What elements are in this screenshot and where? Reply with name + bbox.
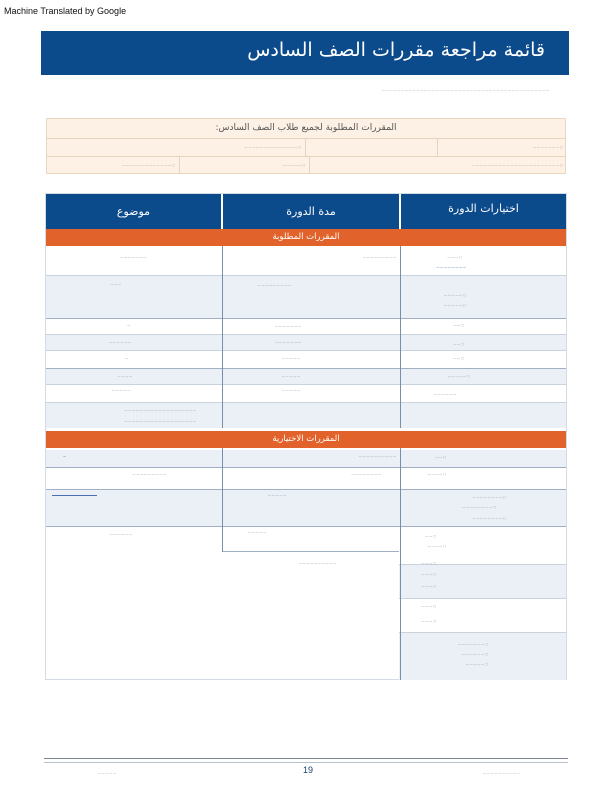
- row-divider: [46, 384, 566, 385]
- cell-choice: □ ـــ ـــ ـــ ـــ ـــ: [443, 293, 466, 297]
- summary-divider: [47, 138, 565, 139]
- row-divider: [46, 368, 566, 369]
- cell-choice: □ ـــ ـــ ـــ: [421, 584, 436, 588]
- machine-translated-label: Machine Translated by Google: [4, 6, 127, 16]
- section-elective: المقررات الاختيارية: [46, 431, 566, 448]
- row-divider: [399, 598, 566, 599]
- cell-choice: □ ـــ ـــ ـــ ـــ ـــ: [443, 303, 466, 307]
- row-shade: [46, 450, 566, 467]
- cell-choice: □ ـــ ـــ: [453, 342, 464, 346]
- cell-choice: □ ـــ ـــ ـــ ـــ ـــ ـــ ـــ ـــ: [472, 516, 506, 520]
- cell-choice: □ ـــ ـــ ـــ ـــ: [427, 544, 446, 548]
- cell-choice: □ ـــ ـــ: [453, 323, 464, 327]
- footer-rule: [44, 758, 568, 759]
- cell-duration: ـــ ـــ ـــ ـــ ـــ: [247, 530, 266, 534]
- cell-choice: □ ـــ ـــ: [425, 534, 436, 538]
- summary-divider: [305, 138, 306, 156]
- cell-duration: ـــ ـــ ـــ ـــ ـــ ـــ ـــ ـــ ـــ: [362, 255, 396, 259]
- cell-duration: ـــ ـــ ـــ ـــ ـــ: [281, 356, 300, 360]
- footer-right-text: ـــ ـــ ـــ ـــ ـــ ـــ ـــ ـــ ـــ ـــ: [483, 771, 521, 775]
- cell-choice: □ ـــ ـــ ـــ ـــ ـــ: [465, 662, 488, 666]
- summary-item: □ ـــ ـــ ـــ ـــ ـــ ـــ ـــ: [533, 145, 563, 149]
- column-divider: [400, 448, 401, 680]
- header-duration: مدة الدورة: [286, 205, 336, 218]
- link-underline: [52, 495, 97, 496]
- cell-subject: ـــ ـــ ـــ ـــ ـــ ـــ: [109, 340, 131, 344]
- summary-divider: [437, 138, 438, 156]
- cell-duration: ـــ ـــ ـــ ـــ ـــ: [281, 374, 300, 378]
- cell-choice: □ ـــ ـــ: [435, 455, 446, 459]
- cell-choice: □ ـــ ـــ ـــ ـــ ـــ ـــ ـــ ـــ: [462, 505, 496, 509]
- row-divider: [46, 526, 566, 527]
- summary-divider: [179, 156, 180, 174]
- cell-subject: ـــ ـــ ـــ ـــ ـــ ـــ ـــ: [120, 255, 146, 259]
- cell-subject: ـــ: [127, 323, 130, 327]
- cell-subject: ـــ ـــ ـــ ـــ ـــ ـــ ـــ ـــ ـــ ـــ ـــ ـــ ـــ ـــ ـــ ـــ ـــ ـــ ـــ: [124, 419, 196, 423]
- row-divider: [46, 350, 566, 351]
- row-shade: [399, 632, 566, 680]
- row-divider: [46, 402, 566, 403]
- cell-duration: ـــ ـــ ـــ ـــ ـــ ـــ ـــ ـــ: [351, 472, 381, 476]
- cell-choice: □ ـــ ـــ ـــ ـــ ـــ ـــ ـــ: [458, 642, 488, 646]
- cell-subject: ـــ: [63, 454, 66, 458]
- row-divider: [46, 318, 566, 319]
- row-shade: [46, 402, 566, 428]
- cell-choice: □ ـــ ـــ: [453, 356, 464, 360]
- row-shade: [46, 275, 566, 318]
- cell-subject: ـــ ـــ ـــ ـــ ـــ ـــ: [110, 532, 132, 536]
- summary-item: □ ـــ ـــ ـــ ـــ ـــ ـــ ـــ ـــ ـــ ـــ ـــ ـــ ـــ ـــ ـــ ـــ ـــ ـــ ـــ ـــ ـــ ـــ ـــ: [472, 163, 563, 167]
- page-number: 19: [302, 765, 313, 775]
- intro-text: ـــ ـــ ـــ ـــ ـــ ـــ ـــ ـــ ـــ ـــ ـــ ـــ ـــ ـــ ـــ ـــ ـــ ـــ ـــ ـــ ـــ ـــ ـــ ـــ ـــ ـــ ـــ ـــ ـــ ـــ ـــ ـــ ـــ ـــ ـــ ـــ ـــ ـــ ـــ ـــ ـــ ـــ ـــ ـــ: [382, 88, 549, 92]
- cell-choice: □ ـــ ـــ ـــ ـــ: [427, 472, 446, 476]
- footer-rule: [44, 762, 568, 763]
- cell-choice: □ ـــ ـــ ـــ: [421, 604, 436, 608]
- row-divider: [46, 467, 566, 468]
- summary-divider: [309, 156, 310, 174]
- cell-choice: ـــ ـــ ـــ ـــ ـــ ـــ: [434, 392, 456, 396]
- cell-duration: ـــ ـــ ـــ ـــ ـــ ـــ ـــ ـــ ـــ ـــ: [358, 454, 396, 458]
- column-divider: [222, 448, 223, 552]
- cell-subject: ـــ ـــ ـــ ـــ: [117, 374, 132, 378]
- row-divider: [223, 551, 399, 552]
- row-divider: [46, 334, 566, 335]
- cell-subject: ـــ ـــ ـــ ـــ ـــ ـــ ـــ ـــ ـــ ـــ ـــ ـــ ـــ ـــ ـــ ـــ ـــ ـــ ـــ: [124, 408, 196, 412]
- cell-duration: ـــ ـــ ـــ ـــ ـــ ـــ ـــ ـــ ـــ: [257, 283, 291, 287]
- cell-subject: ـــ ـــ ـــ: [110, 282, 121, 286]
- table-header: [46, 194, 566, 229]
- cell-duration: ـــ ـــ ـــ ـــ ـــ ـــ ـــ ـــ ـــ ـــ: [298, 561, 336, 565]
- row-divider: [399, 632, 566, 633]
- cell-duration: ـــ ـــ ـــ ـــ ـــ ـــ ـــ: [275, 324, 301, 328]
- header-choices: اختيارات الدورة: [448, 202, 519, 215]
- cell-duration: ـــ ـــ ـــ ـــ ـــ: [281, 388, 300, 392]
- header-subject: موضوع: [116, 205, 151, 218]
- required-summary-box: [46, 118, 566, 174]
- cell-choice: □ ـــ ـــ ـــ ـــ ـــ ـــ ـــ ـــ: [472, 495, 506, 499]
- section-required: المقررات المطلوبة: [46, 229, 566, 246]
- cell-choice: □ ـــ ـــ ـــ: [421, 572, 436, 576]
- summary-title: المقررات المطلوبة لجميع طلاب الصف السادس:: [215, 123, 397, 133]
- row-shade: [399, 564, 566, 598]
- cell-choice: □ ـــ ـــ ـــ ـــ ـــ: [447, 374, 470, 378]
- summary-divider: [47, 156, 565, 157]
- title-banner: [41, 31, 569, 75]
- footer-left-text: ـــ ـــ ـــ ـــ ـــ: [98, 771, 117, 775]
- row-divider: [46, 489, 566, 490]
- summary-item: □ ـــ ـــ ـــ ـــ ـــ: [282, 163, 305, 167]
- cell-subject: ـــ ـــ ـــ ـــ ـــ: [111, 388, 130, 392]
- cell-choice: □ ـــ ـــ ـــ: [421, 561, 436, 565]
- course-table: [45, 193, 567, 680]
- cell-choice: □ ـــ ـــ ـــ ـــ ـــ ـــ: [462, 652, 488, 656]
- row-divider: [46, 275, 566, 276]
- cell-duration: ـــ ـــ ـــ ـــ ـــ ـــ ـــ: [275, 340, 301, 344]
- summary-item: □ ـــ ـــ ـــ ـــ ـــ ـــ ـــ ـــ ـــ ـــ ـــ ـــ ـــ: [122, 163, 175, 167]
- cell-choice: □ ـــ ـــ ـــ: [421, 619, 436, 623]
- cell-choice: ـــ ـــ ـــ ـــ ـــ ـــ ـــ ـــ: [436, 265, 466, 269]
- summary-item: □ ـــ ـــ ـــ ـــ ـــ ـــ ـــ ـــ ـــ ـــ ـــ ـــ ـــ ـــ: [244, 145, 301, 149]
- cell-choice: □ ـــ ـــ ـــ: [447, 255, 462, 259]
- column-divider: [222, 246, 223, 428]
- column-divider: [400, 246, 401, 428]
- page-title: قائمة مراجعة مقررات الصف السادس: [247, 39, 545, 61]
- cell-subject: ـــ ـــ ـــ ـــ ـــ ـــ ـــ ـــ ـــ: [132, 472, 166, 476]
- cell-subject: ـــ: [125, 356, 128, 360]
- cell-duration: ـــ ـــ ـــ ـــ ـــ: [267, 493, 286, 497]
